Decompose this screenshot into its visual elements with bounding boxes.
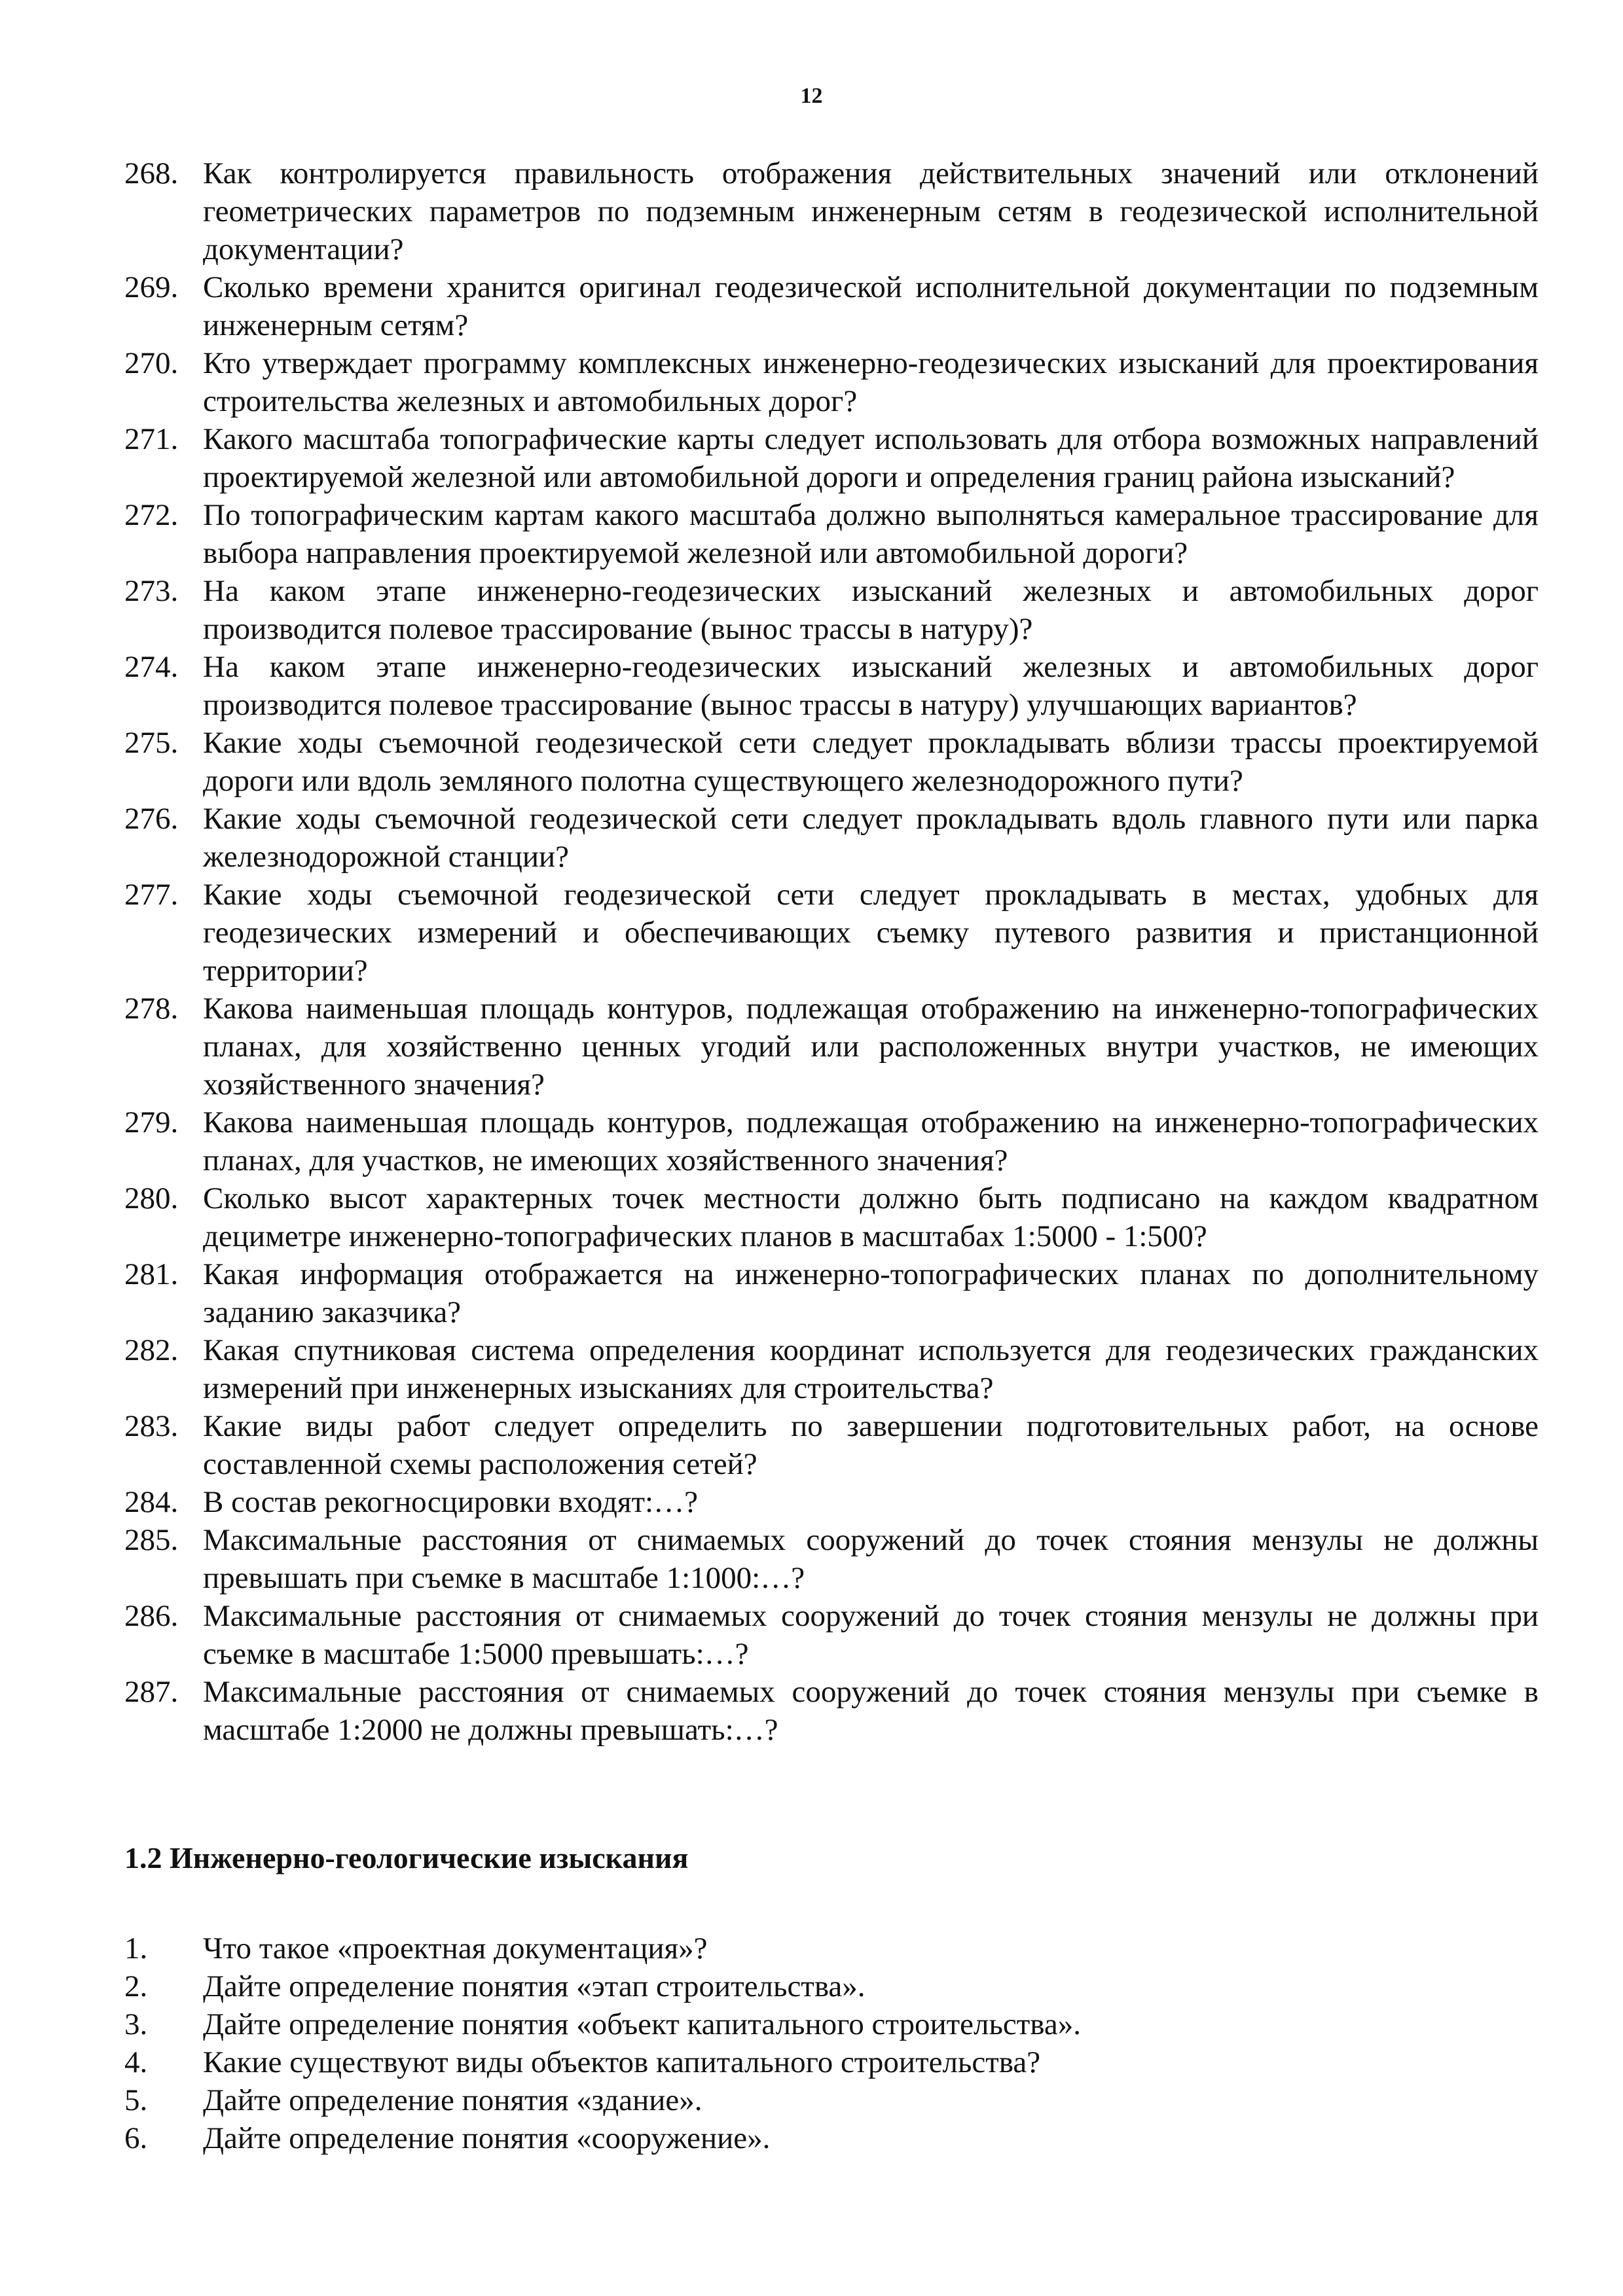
list-item (124, 572, 1539, 648)
list-item (124, 724, 1539, 800)
question-number: 279. (124, 1105, 179, 1139)
list-item (124, 154, 1539, 268)
question-number: 5. (124, 2083, 148, 2117)
question-text: Максимальные расстояния от снимаемых сооружений до точек стояния мензулы при съемке в масштабе 1:2000 не должны превышать:…? (203, 1675, 1539, 1747)
question-number: 270. (124, 346, 179, 380)
question-number: 286. (124, 1599, 179, 1633)
list-item (124, 2043, 1539, 2081)
list-item (124, 1103, 1539, 1179)
list-item (124, 1521, 1539, 1597)
question-number: 274. (124, 650, 179, 684)
question-text: Какие существуют виды объектов капитального строительства? (203, 2045, 1041, 2079)
list-item (124, 1407, 1539, 1483)
list-item (124, 648, 1539, 724)
list-item (124, 496, 1539, 572)
page-number: 12 (800, 84, 823, 108)
question-text: Сколько высот характерных точек местности должно быть подписано на каждом квадратном дециметре инженерно-топографических планов в масштабах 1:5000 - 1:500? (203, 1181, 1539, 1253)
question-number: 271. (124, 422, 179, 456)
question-number: 275. (124, 726, 179, 760)
list-item (124, 1967, 1539, 2005)
question-number: 3. (124, 2007, 148, 2041)
list-item (124, 1255, 1539, 1331)
question-text: Какие виды работ следует определить по завершении подготовительных работ, на основе составленной схемы расположения сетей? (203, 1409, 1539, 1481)
question-text: Сколько времени хранится оригинал геодезической исполнительной документации по подземным инженерным сетям? (203, 270, 1539, 342)
question-number: 281. (124, 1257, 179, 1291)
question-text: Дайте определение понятия «этап строительства». (203, 1969, 866, 2003)
question-text: По топографическим картам какого масштаба должно выполняться камеральное трассирование для выбора направления проектируемой железной или автомобильной дороги? (203, 498, 1539, 570)
question-text: Максимальные расстояния от снимаемых сооружений до точек стояния мензулы не должны при съемке в масштабе 1:5000 превышать:…? (203, 1599, 1539, 1671)
list-item (124, 1673, 1539, 1749)
list-item (124, 2119, 1539, 2157)
list-item (124, 1597, 1539, 1673)
question-number: 278. (124, 992, 179, 1026)
list-item (124, 1179, 1539, 1255)
list-item (124, 990, 1539, 1103)
question-list (124, 154, 1539, 1749)
question-text: Какие ходы съемочной геодезической сети следует прокладывать вблизи трассы проектируемой дороги или вдоль земляного полотна существующего железнодорожного пути? (203, 726, 1539, 798)
question-number: 280. (124, 1181, 179, 1215)
list-item (124, 344, 1539, 420)
question-text: Дайте определение понятия «объект капитального строительства». (203, 2007, 1081, 2041)
question-number: 4. (124, 2045, 148, 2079)
question-number: 285. (124, 1523, 179, 1557)
question-number: 272. (124, 498, 179, 532)
question-text: Какова наименьшая площадь контуров, подлежащая отображению на инженерно-топографических планах, для хозяйственно ценных угодий или расположенных внутри участков, не имеющих хозяйственного значения? (203, 992, 1539, 1102)
question-number: 276. (124, 802, 179, 836)
list-item (124, 420, 1539, 496)
question-text: Дайте определение понятия «сооружение». (203, 2121, 771, 2155)
list-item (124, 876, 1539, 990)
question-number: 283. (124, 1409, 179, 1443)
list-item (124, 800, 1539, 876)
question-number: 6. (124, 2121, 148, 2155)
question-text: Какие ходы съемочной геодезической сети следует прокладывать в местах, удобных для геодезических измерений и обеспечивающих съемку путевого развития и пристанционной территории? (203, 878, 1539, 988)
question-text: Какая спутниковая система определения координат используется для геодезических гражданских измерений при инженерных изысканиях для строительства? (203, 1333, 1539, 1405)
question-text: На каком этапе инженерно-геодезических изысканий железных и автомобильных дорог производится полевое трассирование (вынос трассы в натуру) улучшающих вариантов? (203, 650, 1539, 722)
question-number: 268. (124, 156, 179, 190)
list-item (124, 1483, 1539, 1521)
list-item (124, 2005, 1539, 2043)
question-number: 284. (124, 1485, 179, 1519)
question-number: 273. (124, 574, 179, 608)
question-number: 287. (124, 1675, 179, 1709)
question-number: 2. (124, 1969, 148, 2003)
question-text: Кто утверждает программу комплексных инженерно-геодезических изысканий для проектирования строительства железных и автомобильных дорог? (203, 346, 1539, 418)
question-number: 282. (124, 1333, 179, 1367)
question-text: Что такое «проектная документация»? (203, 1931, 708, 1965)
question-text: Дайте определение понятия «здание». (203, 2083, 702, 2117)
question-text: Как контролируется правильность отображения действительных значений или отклонений геометрических параметров по подземным инженерным сетям в геодезической исполнительной документации? (203, 156, 1539, 266)
question-text: В состав рекогносцировки входят:…? (203, 1485, 698, 1519)
question-text: Какая информация отображается на инженерно-топографических планах по дополнительному заданию заказчика? (203, 1257, 1539, 1329)
section-heading: 1.2 Инженерно-геологические изыскания (124, 1841, 689, 1874)
question-text: Какого масштаба топографические карты следует использовать для отбора возможных направлений проектируемой железной или автомобильной дороги и определения границ района изысканий? (203, 422, 1539, 494)
list-item (124, 2081, 1539, 2119)
list-item (124, 1331, 1539, 1407)
question-number: 277. (124, 878, 179, 912)
list-item (124, 268, 1539, 344)
question-text: Какие ходы съемочной геодезической сети следует прокладывать вдоль главного пути или парка железнодорожной станции? (203, 802, 1539, 874)
list-item (124, 1929, 1539, 1967)
question-number: 1. (124, 1931, 148, 1965)
question-text: Какова наименьшая площадь контуров, подлежащая отображению на инженерно-топографических планах, для участков, не имеющих хозяйственного значения? (203, 1105, 1539, 1177)
section-question-list (124, 1929, 1539, 2157)
question-number: 269. (124, 270, 179, 304)
question-text: На каком этапе инженерно-геодезических изысканий железных и автомобильных дорог производится полевое трассирование (вынос трассы в натуру)? (203, 574, 1539, 646)
question-text: Максимальные расстояния от снимаемых сооружений до точек стояния мензулы не должны превышать при съемке в масштабе 1:1000:…? (203, 1523, 1539, 1595)
